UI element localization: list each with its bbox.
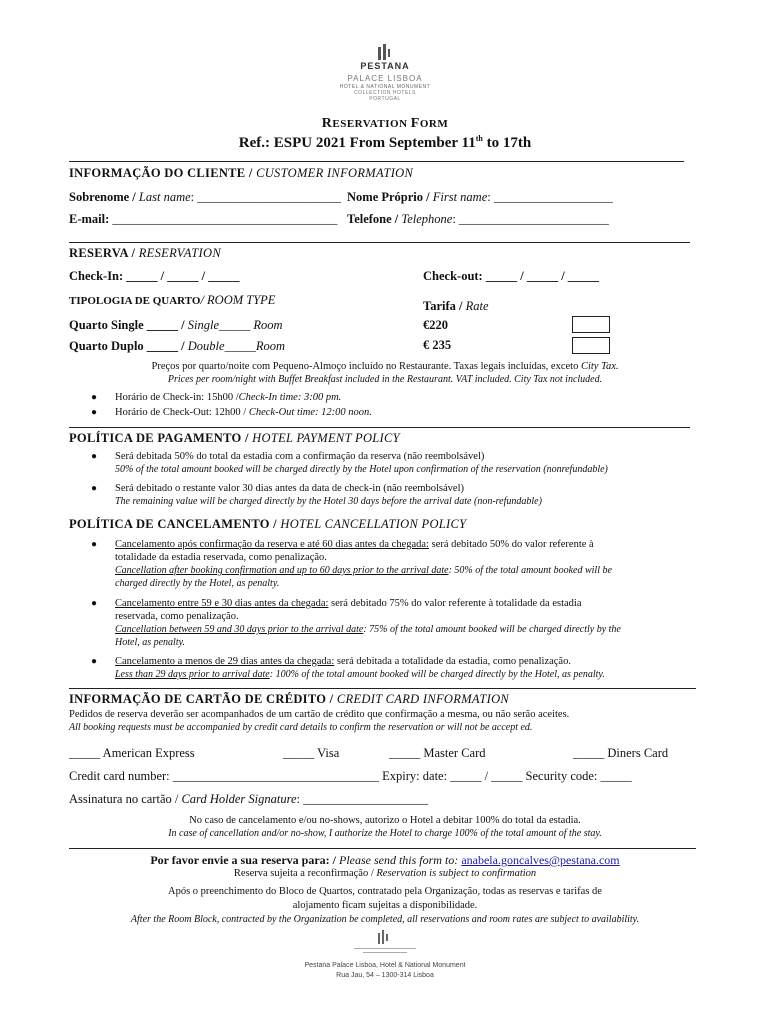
cancel-item2-en2: Hotel, as penalty. (115, 637, 185, 648)
checkin-time: Horário de Check-in: 15h00 /Check-In time: 3:00 pm. (115, 392, 342, 403)
first-name-field[interactable]: Nome Próprio / First name: ___________________ (347, 190, 613, 204)
form-reference: Ref.: ESPU 2021 From September 11th to 17th (238, 134, 532, 151)
visa-option[interactable]: _____ Visa (283, 746, 340, 760)
single-checkbox[interactable] (572, 316, 610, 333)
surname-field[interactable]: Sobrenome / Last name: _______________________ (69, 190, 342, 204)
brand-line1: HOTEL & NATIONAL MONUMENT (339, 84, 431, 90)
footer-logo-icon (378, 930, 390, 944)
card-note-pt: Pedidos de reserva deverão ser acompanhados de um cartão de crédito que confirmação a mesma, ou não serão aceites. (69, 709, 570, 720)
brand-name: PESTANA (360, 61, 410, 71)
brand-line3: PORTUGAL (369, 96, 401, 102)
block-note-pt2: alojamento ficam sujeitas a disponibilidade. (292, 900, 478, 911)
single-room-field[interactable]: Quarto Single _____ / Single_____ Room (69, 318, 283, 332)
double-price: € 235 (423, 338, 452, 352)
cancel-item3-en: Less than 29 days prior to arrival date: 100% of the total amount booked will be charged directly by the Hotel, as penalty. (115, 669, 605, 680)
cancel-item1-pt2: totalidade da estadia reservada, como penalização. (115, 552, 327, 563)
bullet-icon: ● (91, 407, 98, 418)
footer-line2: Rua Jau, 54 – 1300-314 Lisboa (336, 972, 434, 979)
auth-en: In case of cancellation and/or no-show, I authorize the Hotel to charge 100% of the total amount of the stay. (168, 828, 602, 839)
checkout-field[interactable]: Check-out: _____ / _____ / _____ (423, 269, 600, 283)
double-room-field[interactable]: Quarto Duplo _____ / Double_____Room (69, 339, 285, 353)
payment-heading: POLÍTICA DE PAGAMENTO / HOTEL PAYMENT POLICY (69, 431, 400, 445)
mastercard-option[interactable]: _____ Master Card (389, 746, 486, 760)
payment-item1-pt: Será debitada 50% do total da estadia com a confirmação da reserva (não reembolsável) (115, 451, 485, 462)
form-title: RESERVATION FORM (321, 116, 449, 131)
card-heading: INFORMAÇÃO DE CARTÃO DE CRÉDITO / CREDIT CARD INFORMATION (69, 692, 510, 706)
rate-label: Tarifa / Rate (423, 299, 489, 313)
phone-field[interactable]: Telefone / Telephone: ________________________ (347, 212, 609, 226)
checkin-field[interactable]: Check-In: _____ / _____ / _____ (69, 269, 240, 283)
bullet-icon: ● (91, 598, 98, 609)
checkout-time: Horário de Check-Out: 12h00 / Check-Out time: 12:00 noon. (115, 407, 372, 418)
cancel-item2-en: Cancellation between 59 and 30 days prior to the arrival date: 75% of the total amount booked will be charged directly by the (115, 624, 621, 635)
divider (69, 688, 696, 689)
cancel-item2-pt2: reservada, como penalização. (115, 611, 239, 622)
cancel-item2-pt: Cancelamento entre 59 e 30 dias antes da chegada: será debitado 75% do valor referente à totalidade da estadia (115, 598, 582, 609)
footer-line1: Pestana Palace Lisboa, Hotel & National Monument (304, 962, 466, 969)
diners-option[interactable]: _____ Diners Card (573, 746, 669, 760)
brand-line2: COLLECTION HOTELS (354, 90, 416, 96)
double-checkbox[interactable] (572, 337, 610, 354)
bullet-icon: ● (91, 539, 98, 550)
divider (69, 848, 696, 849)
cancellation-heading: POLÍTICA DE CANCELAMENTO / HOTEL CANCELLATION POLICY (69, 517, 467, 531)
cancel-item1-pt: Cancelamento após confirmação da reserva e até 60 dias antes da chegada: será debitado 50% do valor referente à (115, 539, 594, 550)
card-number-field[interactable]: Credit card number: _________________________________ Expiry: date: _____ / _____ Security code: _____ (69, 769, 632, 783)
payment-item2-pt: Será debitado o restante valor 30 dias antes da data de check-in (não reembolsável) (115, 483, 464, 494)
block-note-pt1: Após o preenchimento do Bloco de Quartos, contratado pela Organização, todas as reservas e tarifas de (168, 886, 602, 897)
bullet-icon: ● (91, 451, 98, 462)
reservation-heading: RESERVA / RESERVATION (69, 246, 221, 260)
cancel-item3-pt: Cancelamento a menos de 29 dias antes da chegada: será debitada a totalidade da estadia, como penalização. (115, 656, 571, 667)
signature-field[interactable]: Assinatura no cartão / Card Holder Signature: ____________________ (69, 792, 429, 806)
client-heading: INFORMAÇÃO DO CLIENTE / CUSTOMER INFORMATION (69, 166, 414, 180)
amex-option[interactable]: _____ American Express (69, 746, 195, 760)
payment-item1-en: 50% of the total amount booked will be charged directly by the Hotel upon confirmation of the reservation (nonrefundable) (115, 464, 608, 475)
email-field[interactable]: E-mail: ____________________________________ (69, 212, 338, 226)
price-note-pt: Preços por quarto/noite com Pequeno-Almoço incluído no Restaurante. Taxas legais incluídas, exceto City Tax. (151, 361, 619, 372)
divider (69, 161, 684, 162)
divider (69, 242, 690, 243)
send-instruction: Por favor envie a sua reserva para: / Please send this form to: anabela.goncalves@pestana.com (150, 853, 620, 867)
divider (69, 427, 690, 428)
single-price: €220 (423, 318, 448, 332)
price-note-en: Prices per room/night with Buffet Breakfast included in the Restaurant. VAT included. City Tax not included. (167, 374, 603, 385)
cancel-item1-en2: charged directly by the Hotel, as penalty. (115, 578, 280, 589)
email-link[interactable]: anabela.goncalves@pestana.com (461, 853, 620, 867)
cancel-item1-en: Cancellation after booking confirmation and up to 60 days prior to the arrival date: 50% of the total amount booked will be (115, 565, 612, 576)
bullet-icon: ● (91, 656, 98, 667)
brand-subtitle: PALACE LISBOA (347, 74, 423, 83)
room-type-label: TIPOLOGIA DE QUARTO/ ROOM TYPE (69, 293, 276, 307)
auth-pt: No caso de cancelamento e/ou no-shows, autorizo o Hotel a debitar 100% do total da estadia. (189, 815, 581, 826)
footer-logo-text-icon (354, 946, 416, 956)
card-note-en: All booking requests must be accompanied by credit card details to confirm the reservation or will not be accept ed. (69, 722, 533, 733)
bullet-icon: ● (91, 392, 98, 403)
payment-item2-en: The remaining value will be charged directly by the Hotel 30 days before the arrival date (non-refundable) (115, 496, 542, 507)
bullet-icon: ● (91, 483, 98, 494)
subject-note: Reserva sujeita a reconfirmação / Reservation is subject to confirmation (233, 868, 537, 879)
block-note-en: After the Room Block, contracted by the Organization be completed, all reservations and room rates are subject to availability. (130, 914, 640, 925)
pestana-logo-icon (378, 44, 390, 60)
